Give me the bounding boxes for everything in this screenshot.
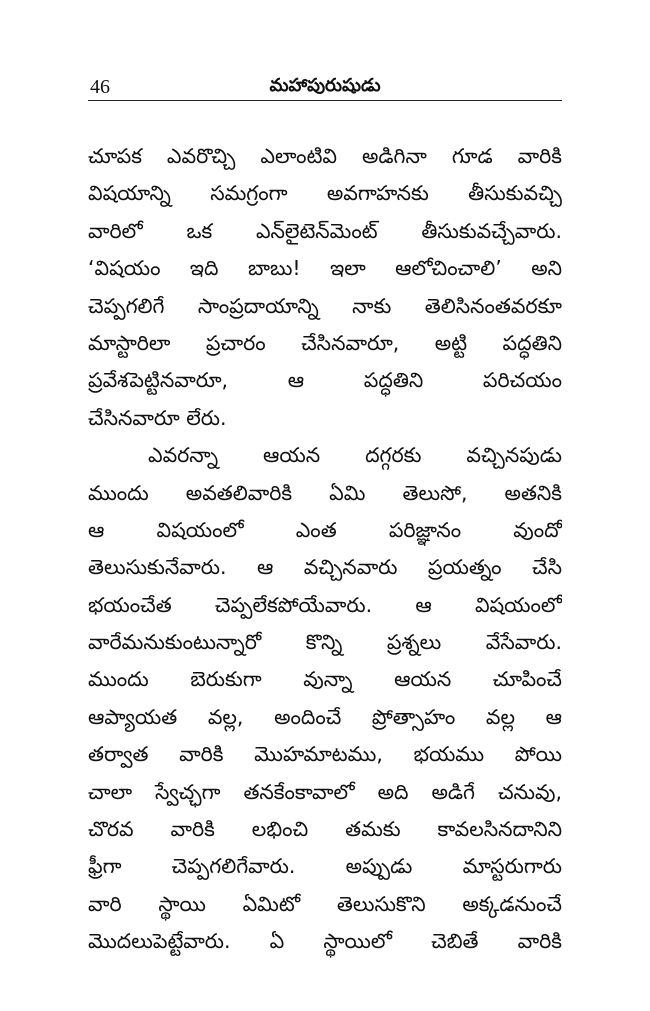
text-line: మొదలుపెట్టేవారు. ఏ స్థాయిలో చెబితే వారికి: [88, 929, 562, 954]
text-line: చేసినవారూ లేరు.: [88, 405, 227, 430]
text-line: మాస్టారిలా ప్రచారం చేసినవారూ, అట్టి పద్ధతిని: [88, 330, 562, 355]
text-line: ప్రవేశపెట్టినవారూ, ఆ పద్ధతిని పరిచయం: [88, 368, 562, 393]
text-line: విషయాన్ని సమగ్రంగా అవగాహనకు తీసుకువచ్చి: [88, 181, 562, 206]
paragraph-start-line: ఎవరన్నా ఆయన దగ్గరకు వచ్చినపుడు: [148, 443, 562, 468]
text-line: వారి స్థాయి ఏమిటో తెలుసుకొని అక్కడనుంచే: [88, 891, 562, 916]
text-line: తర్వాత వారికి మొహమాటము, భయము పోయి: [88, 742, 562, 767]
text-line: ఆ విషయంలో ఎంత పరిజ్ఞానం వుందో: [88, 517, 562, 542]
running-title: మహాపురుషుడు: [269, 75, 381, 96]
text-line: ముందు బెరుకుగా వున్నా ఆయన చూపించే: [88, 667, 562, 692]
page-number: 46: [90, 76, 110, 98]
text-line: వారిలో ఒక ఎన్‌లైటెన్‌మెంట్ తీసుకువచ్చేవారు.: [88, 218, 562, 243]
text-line: వారేమనుకుంటున్నారో కొన్ని ప్రశ్నలు వేసేవారు.: [88, 630, 562, 655]
text-line: చాలా స్వేచ్ఛగా తనకేంకావాలో అది అడిగే చనువు,: [88, 779, 562, 804]
text-line: ‘విషయం ఇది బాబు! ఇలా ఆలోచించాలి’ అని: [88, 256, 562, 281]
body-text: [88, 138, 562, 961]
text-line: ముందు అవతలివారికి ఏమి తెలుసో, అతనికి: [88, 480, 562, 505]
header-rule: [88, 100, 562, 101]
text-line: చెప్పగలిగే సాంప్రదాయాన్ని నాకు తెలిసినంతవరకూ: [88, 293, 562, 318]
text-line: చూపక ఎవరొచ్చి ఎలాంటివి అడిగినా గూడ వారికి: [88, 144, 562, 168]
running-header: [88, 74, 562, 100]
text-line: భయంచేత చెప్పలేకపోయేవారు. ఆ విషయంలో: [88, 592, 562, 617]
text-line: తెలుసుకునేవారు. ఆ వచ్చినవారు ప్రయత్నం చేసి: [88, 555, 562, 580]
text-line: ఆప్యాయత వల్ల, అందించే ప్రోత్సాహం వల్ల ఆ: [88, 704, 562, 729]
text-line: చొరవ వారికి లభించి తమకు కావలసినదానిని: [88, 817, 562, 842]
text-line: ఫ్రీగా చెప్పగలిగేవారు. అప్పుడు మాస్టరుగారు: [88, 854, 562, 879]
